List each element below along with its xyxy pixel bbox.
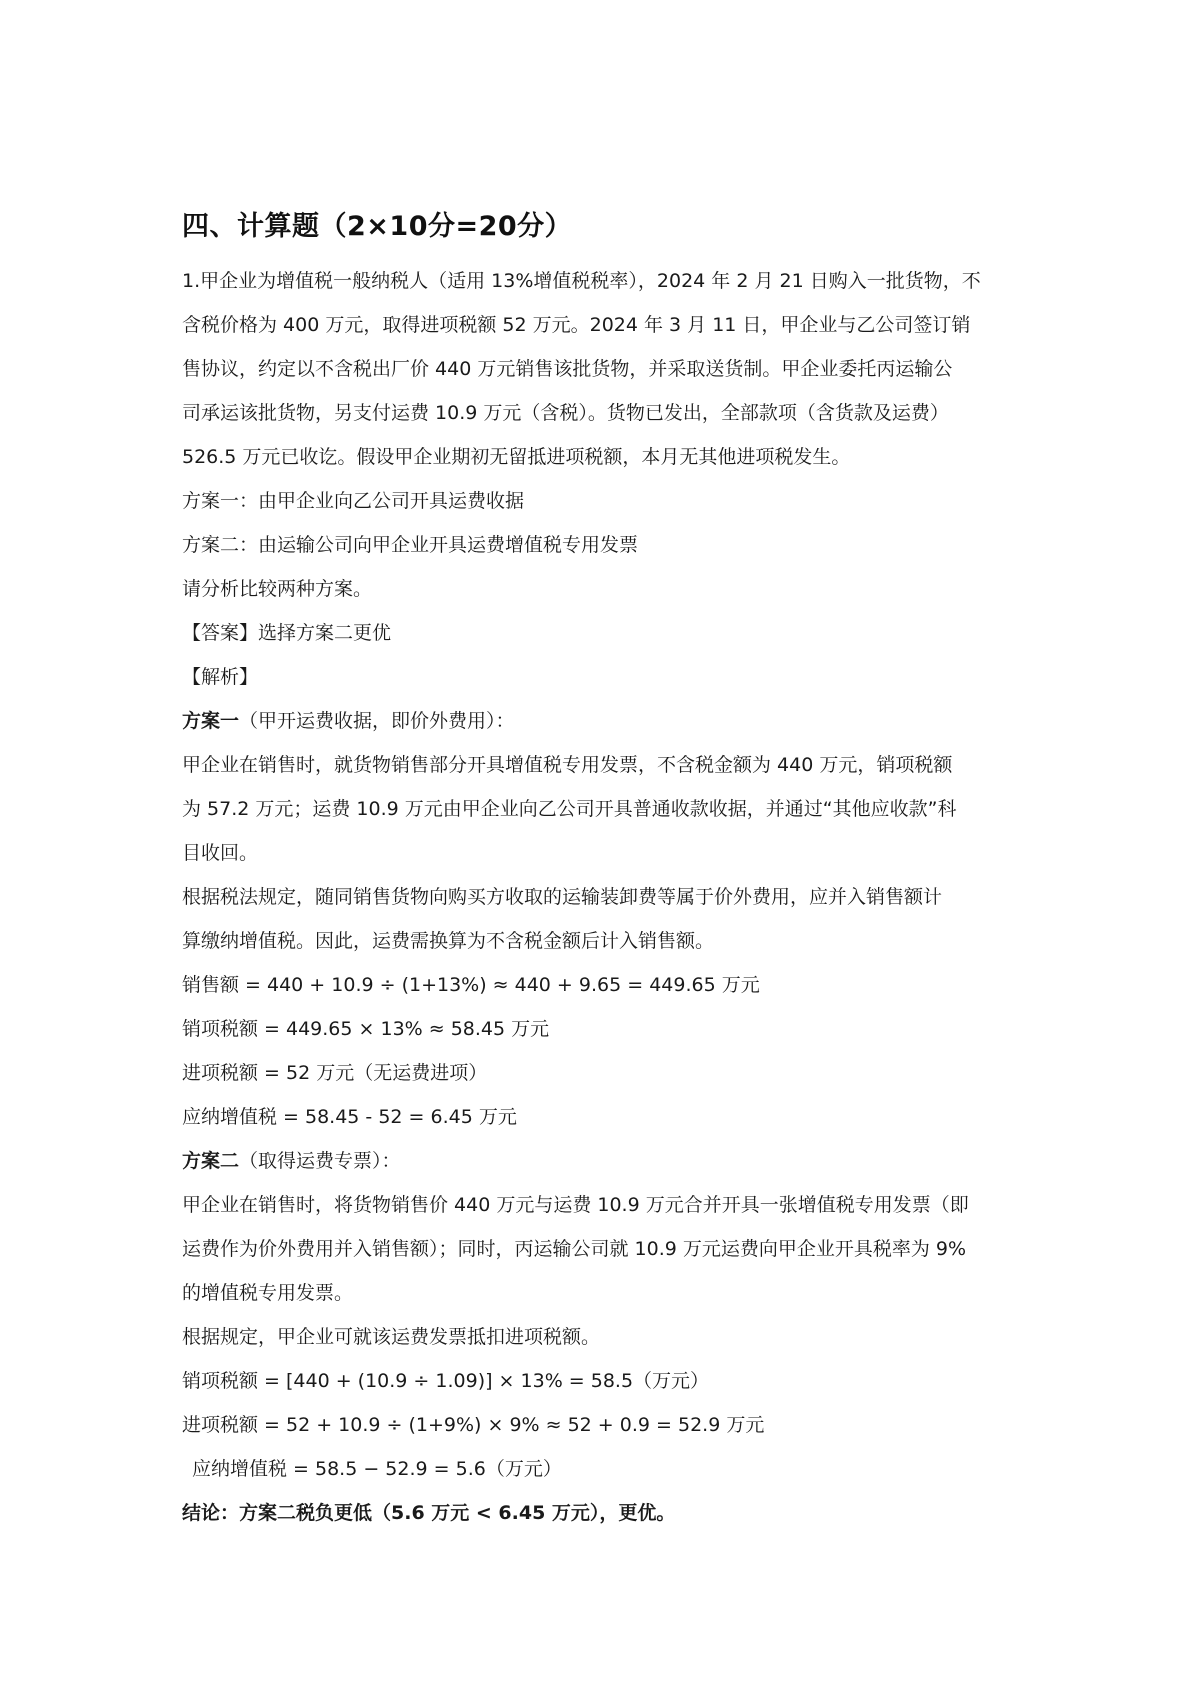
plan-two-heading-rest: （取得运费专票）： [239, 1150, 401, 1172]
page-content [182, 205, 1024, 1535]
question-block [182, 259, 1024, 611]
plan-two-desc-line: 运费作为价外费用并入销售额）；同时，丙运输公司就 10.9 万元运费向甲企业开具税率为 9% [182, 1238, 967, 1260]
plan-two-heading-bold: 方案二 [182, 1150, 240, 1172]
plan-two-rule: 根据规定，甲企业可就该运费发票抵扣进项税额。 [182, 1326, 601, 1348]
plan-one-heading-rest: （甲开运费收据，即价外费用）： [239, 710, 515, 732]
plan-one-desc-line: 甲企业在销售时，就货物销售部分开具增值税专用发票，不含税金额为 440 万元，销项税额 [182, 754, 953, 776]
plan-one-rule-line: 根据税法规定，随同销售货物向购买方收取的运输装卸费等属于价外费用，应并入销售额计 [182, 886, 943, 908]
option-two: 方案二：由运输公司向甲企业开具运费增值税专用发票 [182, 534, 639, 556]
plan-one-output-tax-calc: 销项税额 = 449.65 × 13% ≈ 58.45 万元 [182, 1018, 550, 1040]
plan-one-rule-line: 算缴纳增值税。因此，运费需换算为不含税金额后计入销售额。 [182, 930, 715, 952]
plan-two-desc-line: 的增值税专用发票。 [182, 1282, 354, 1304]
plan-one-heading-bold: 方案一 [182, 710, 240, 732]
plan-two-vat-payable-calc: 应纳增值税 = 58.5 − 52.9 = 5.6（万元） [192, 1458, 562, 1480]
question-line: 526.5 万元已收讫。假设甲企业期初无留抵进项税额，本月无其他进项税发生。 [182, 446, 851, 468]
question-line: 司承运该批货物，另支付运费 10.9 万元（含税）。货物已发出，全部款项（含货款及运费） [182, 402, 949, 424]
plan-one-vat-payable-calc: 应纳增值税 = 58.45 - 52 = 6.45 万元 [182, 1106, 517, 1128]
question-line: 含税价格为 400 万元，取得进项税额 52 万元。2024 年 3 月 11 日，甲企业与乙公司签订销 [182, 314, 971, 336]
plan-two-block [182, 1139, 1024, 1491]
answer-line: 【答案】选择方案二更优 [182, 622, 392, 644]
plan-one-heading [182, 699, 1024, 743]
question-prompt: 请分析比较两种方案。 [182, 578, 373, 600]
conclusion: 结论：方案二税负更低（5.6 万元 < 6.45 万元），更优。 [182, 1502, 676, 1524]
plan-one-desc-line: 为 57.2 万元；运费 10.9 万元由甲企业向乙公司开具普通收款收据，并通过“其他应收款”科 [182, 798, 957, 820]
plan-two-input-tax-calc: 进项税额 = 52 + 10.9 ÷ (1+9%) × 9% ≈ 52 + 0.9 = 52.9 万元 [182, 1414, 765, 1436]
analysis-label: 【解析】 [182, 666, 259, 688]
option-one: 方案一：由甲企业向乙公司开具运费收据 [182, 490, 525, 512]
question-line: 1.甲企业为增值税一般纳税人（适用 13%增值税税率），2024 年 2 月 21 日购入一批货物，不 [182, 270, 981, 292]
plan-two-output-tax-calc: 销项税额 = [440 + (10.9 ÷ 1.09)] × 13% = 58.5（万元） [182, 1370, 710, 1392]
plan-one-sales-calc: 销售额 = 440 + 10.9 ÷ (1+13%) ≈ 440 + 9.65 = 449.65 万元 [182, 974, 760, 996]
plan-one-desc-line: 目收回。 [182, 842, 259, 864]
plan-two-desc-line: 甲企业在销售时，将货物销售价 440 万元与运费 10.9 万元合并开具一张增值税专用发票（即 [182, 1194, 969, 1216]
plan-two-heading [182, 1139, 1024, 1183]
question-line: 售协议，约定以不含税出厂价 440 万元销售该批货物，并采取送货制。甲企业委托丙运输公 [182, 358, 953, 380]
section-title: 四、计算题（2×10分=20分） [182, 211, 573, 242]
plan-one-input-tax-calc: 进项税额 = 52 万元（无运费进项） [182, 1062, 488, 1084]
plan-one-block [182, 699, 1024, 1139]
